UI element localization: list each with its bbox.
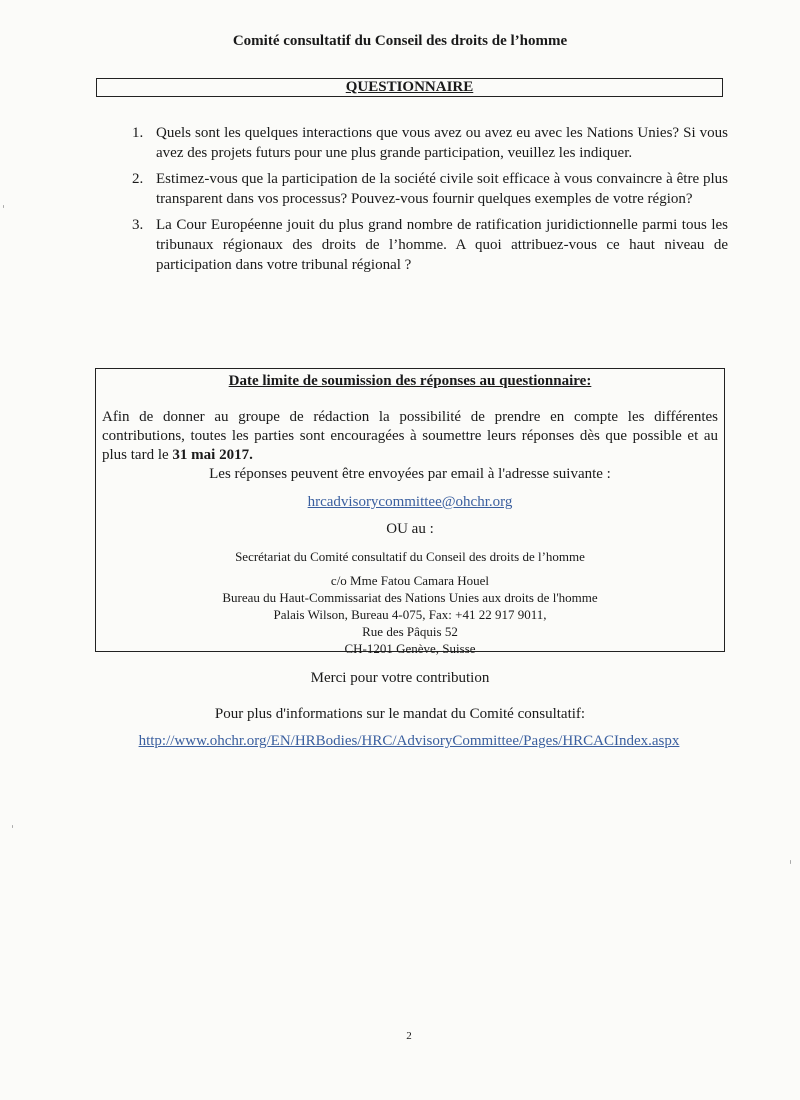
question-item: [123, 169, 728, 209]
question-number: 1.: [132, 125, 144, 141]
more-info-line: Pour plus d'informations sur le mandat du Comité consultatif:: [214, 706, 586, 722]
question-text: Estimez-vous que la participation de la société civile soit efficace à vous convaincre à être plus transparent dans vos processus? Pouvez-vous fournir quelques exemples de votre région?: [156, 171, 728, 207]
deadline-paragraph: [102, 408, 718, 465]
page-number: 2: [406, 1030, 412, 1042]
address-line: Rue des Pâquis 52: [362, 624, 458, 639]
postal-address: [96, 572, 724, 657]
document-header-title: Comité consultatif du Conseil des droits de l’homme: [232, 33, 568, 49]
question-item: [123, 123, 728, 163]
email-intro: Les réponses peuvent être envoyées par email à l'adresse suivante :: [209, 466, 611, 482]
deadline-paragraph-text: Afin de donner au groupe de rédaction la possibilité de prendre en compte les différentes contributions, toutes les parties sont encouragées à soumettre leurs réponses dès que possible et au plus tard le: [102, 409, 718, 463]
questionnaire-heading: QUESTIONNAIRE: [345, 79, 474, 95]
question-text: Quels sont les quelques interactions que vous avez ou avez eu avec les Nations Unies? Si vous avez des projets futurs pour une plus grande participation, veuillez les indiquer.: [156, 125, 728, 161]
address-line: Palais Wilson, Bureau 4-075, Fax: +41 22 917 9011,: [273, 607, 547, 622]
address-line: Bureau du Haut-Commissariat des Nations Unies aux droits de l'homme: [222, 590, 598, 605]
questionnaire-heading-box: [96, 78, 723, 97]
address-line: c/o Mme Fatou Camara Houel: [330, 573, 490, 588]
question-item: [123, 215, 728, 275]
mandate-url-link[interactable]: http://www.ohchr.org/EN/HRBodies/HRC/AdvisoryCommittee/Pages/HRCACIndex.aspx: [138, 733, 680, 749]
deadline-title: Date limite de soumission des réponses au questionnaire:: [228, 373, 592, 389]
question-number: 3.: [132, 217, 144, 233]
address-line: CH-1201 Genève, Suisse: [344, 641, 476, 656]
or-label: OU au :: [386, 521, 434, 537]
scan-speck: [12, 825, 13, 828]
deadline-box: [95, 368, 725, 656]
scan-speck: [3, 205, 4, 208]
question-list: [123, 123, 728, 281]
question-text: La Cour Européenne jouit du plus grand nombre de ratification juridictionnelle parmi tous les tribunaux régionaux des droits de l’homme. A quoi attribuez-vous ce haut niveau de participation dans votre tribunal régional ?: [156, 217, 728, 273]
email-link[interactable]: hrcadvisorycommittee@ohchr.org: [307, 494, 513, 510]
thanks-line: Merci pour votre contribution: [310, 670, 490, 686]
question-number: 2.: [132, 171, 144, 187]
secretariat-name: Secrétariat du Comité consultatif du Conseil des droits de l’homme: [235, 549, 585, 564]
deadline-date: 31 mai 2017.: [172, 447, 253, 463]
scan-speck: [790, 860, 791, 864]
